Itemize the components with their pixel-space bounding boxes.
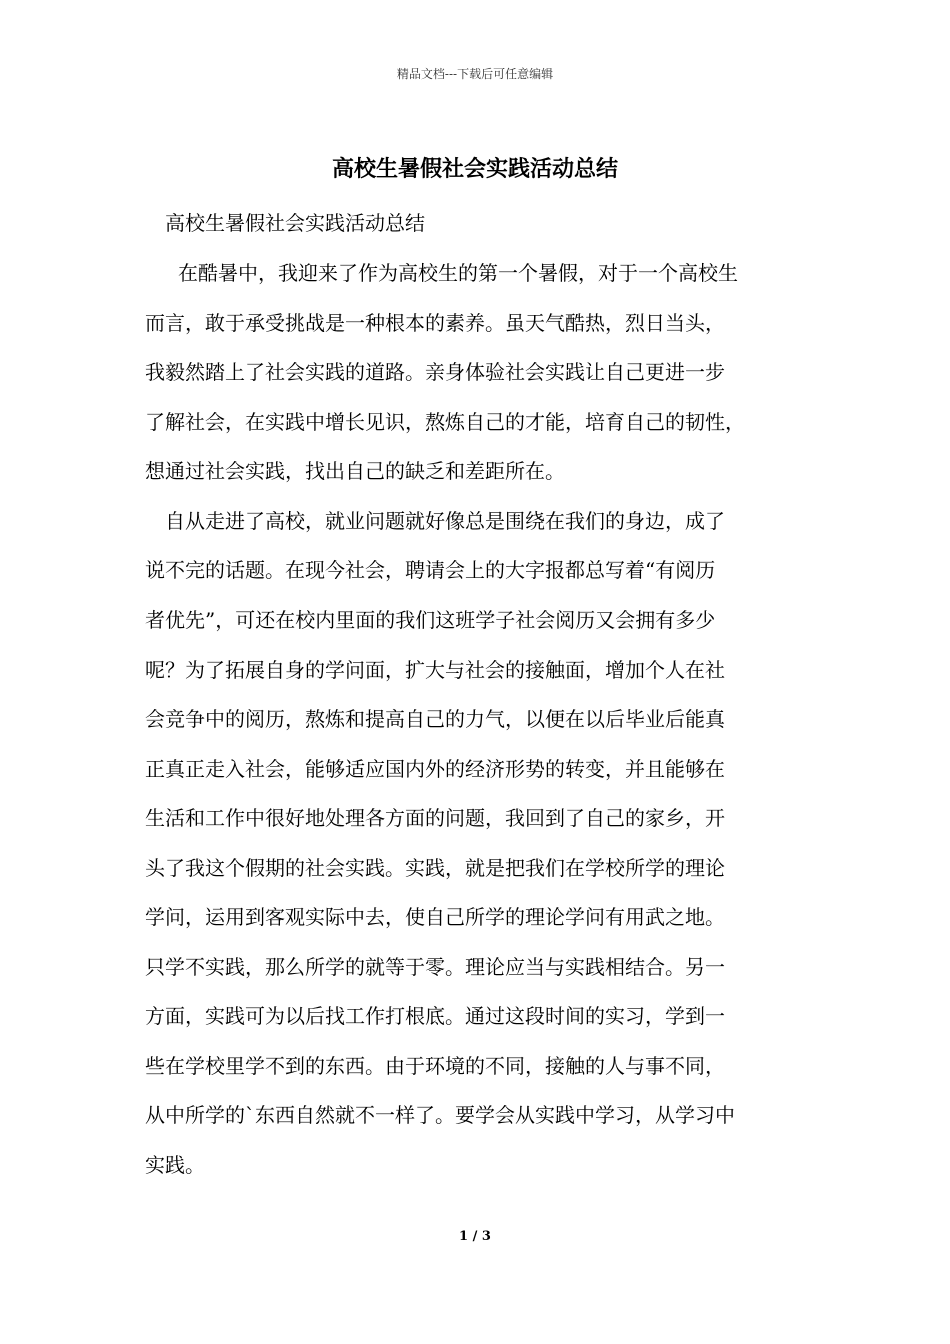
body-line: 在酷暑中，我迎来了作为高校生的第一个暑假，对于一个高校生	[178, 261, 738, 285]
body-line: 方面，实践可为以后找工作打根底。通过这段时间的实习，学到一	[145, 1004, 725, 1028]
body-line: 学问，运用到客观实际中去，使自己所学的理论学问有用武之地。	[145, 905, 725, 929]
body-line: 说不完的话题。在现今社会，聘请会上的大字报都总写着“有阅历	[145, 558, 716, 582]
body-line: 只学不实践，那么所学的就等于零。理论应当与实践相结合。另一	[145, 955, 725, 979]
body-line: 正真正走入社会，能够适应国内外的经济形势的转变，并且能够在	[145, 757, 725, 781]
body-line: 从中所学的`东西自然就不一样了。要学会从实践中学习，从学习中	[145, 1103, 735, 1127]
body-line: 了解社会，在实践中增长见识，熬炼自己的才能，培育自己的韧性，	[145, 410, 745, 434]
body-line: 生活和工作中很好地处理各方面的问题，我回到了自己的家乡，开	[145, 806, 725, 830]
body-line: 些在学校里学不到的东西。由于环境的不同，接触的人与事不同，	[145, 1054, 725, 1078]
body-line: 会竞争中的阅历，熬炼和提高自己的力气，以便在以后毕业后能真	[145, 707, 725, 731]
body-line: 想通过社会实践，找出自己的缺乏和差距所在。	[145, 459, 565, 483]
header-note: 精品文档---下载后可任意编辑	[396, 67, 554, 81]
body-line: 而言，敢于承受挑战是一种根本的素养。虽天气酷热，烈日当头，	[145, 311, 725, 335]
body-line: 实践。	[145, 1153, 205, 1177]
body-line: 呢？为了拓展自身的学问面，扩大与社会的接触面，增加个人在社	[145, 658, 725, 682]
body-line: 者优先”，可还在校内里面的我们这班学子社会阅历又会拥有多少	[145, 608, 716, 632]
body-line: 我毅然踏上了社会实践的道路。亲身体验社会实践让自己更进一步	[145, 360, 725, 384]
document-title: 高校生暑假社会实践活动总结	[331, 156, 618, 182]
document-subtitle: 高校生暑假社会实践活动总结	[165, 211, 425, 235]
body-line: 头了我这个假期的社会实践。实践，就是把我们在学校所学的理论	[145, 856, 725, 880]
page-number: 1 / 3	[459, 1229, 491, 1244]
body-line: 自从走进了高校，就业问题就好像总是围绕在我们的身边，成了	[165, 509, 725, 533]
